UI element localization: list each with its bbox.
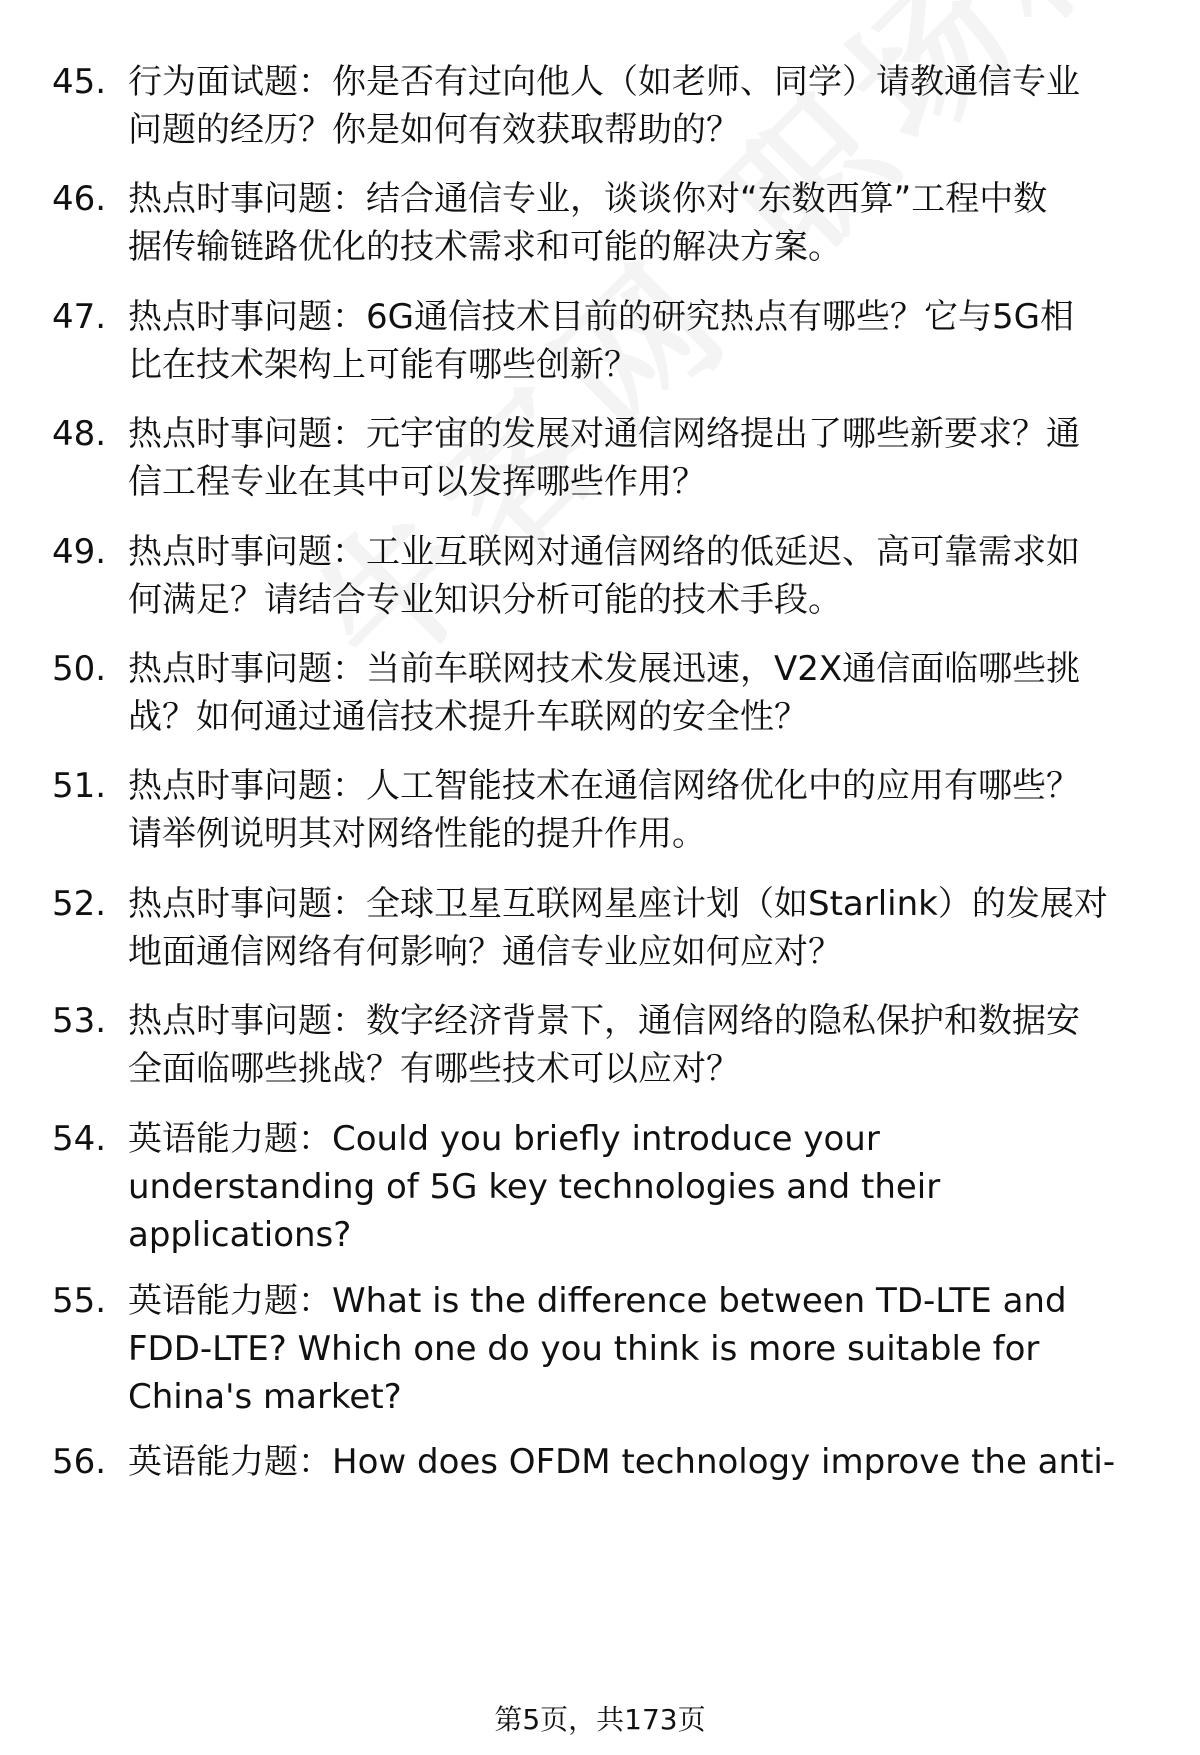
question-text [128,1277,1158,1421]
question-text-line: applications? [128,1215,352,1255]
question-number: 45. [52,62,107,102]
question-number: 56. [52,1442,107,1482]
question-text [128,1438,1158,1486]
question-text [128,175,1158,271]
question-text-line: 热点时事问题：6G通信技术目前的研究热点有哪些？它与5G相 [128,297,1074,337]
question-text [128,58,1158,154]
page-footer: 第5页，共173页 [494,1703,706,1736]
question-number: 51. [52,766,107,806]
question-text-line: 英语能力题：How does OFDM technology improve the anti- [128,1442,1116,1482]
question-number: 55. [52,1281,107,1321]
question-text-line: China's market? [128,1377,402,1417]
question-number: 52. [52,884,107,924]
question-text [128,997,1158,1093]
question-text-line: 热点时事问题：人工智能技术在通信网络优化中的应用有哪些？ [128,766,1080,806]
question-number: 46. [52,179,107,219]
question-number: 54. [52,1119,107,1159]
question-text-line: 据传输链路优化的技术需求和可能的解决方案。 [128,227,842,267]
question-number: 50. [52,649,107,689]
question-text-line: 热点时事问题：元宇宙的发展对通信网络提出了哪些新要求？通 [128,414,1080,454]
question-text-line: understanding of 5G key technologies and their [128,1167,941,1207]
question-text [128,410,1158,506]
question-number: 53. [52,1001,107,1041]
question-text-line: 热点时事问题：工业互联网对通信网络的低延迟、高可靠需求如 [128,532,1080,572]
question-text-line: FDD-LTE? Which one do you think is more suitable for [128,1329,1040,1369]
question-text-line: 热点时事问题：当前车联网技术发展迅速，V2X通信面临哪些挑 [128,649,1081,689]
question-text-line: 问题的经历？你是如何有效获取帮助的？ [128,110,740,150]
question-text-line: 比在技术架构上可能有哪些创新？ [128,345,638,385]
question-number: 47. [52,297,107,337]
question-text-line: 请举例说明其对网络性能的提升作用。 [128,814,706,854]
question-text [128,528,1158,624]
question-text-line: 热点时事问题：全球卫星互联网星座计划（如Starlink）的发展对 [128,884,1108,924]
question-text [128,880,1158,976]
question-text-line: 何满足？请结合专业知识分析可能的技术手段。 [128,580,842,620]
question-text-line: 战？如何通过通信技术提升车联网的安全性？ [128,697,808,737]
question-text [128,645,1158,741]
question-text-line: 热点时事问题：数字经济背景下，通信网络的隐私保护和数据安 [128,1001,1080,1041]
question-number: 49. [52,532,107,572]
question-text [128,762,1158,858]
question-text-line: 英语能力题：Could you briefly introduce your [128,1119,880,1159]
question-text-line: 行为面试题：你是否有过向他人（如老师、同学）请教通信专业 [128,62,1080,102]
question-text-line: 地面通信网络有何影响？通信专业应如何应对？ [128,932,842,972]
question-text [128,1115,1158,1259]
question-text [128,293,1158,389]
question-text-line: 热点时事问题：结合通信专业，谈谈你对“东数西算”工程中数 [128,179,1048,219]
question-text-line: 全面临哪些挑战？有哪些技术可以应对？ [128,1049,740,1089]
question-text-line: 信工程专业在其中可以发挥哪些作用？ [128,462,706,502]
question-text-line: 英语能力题：What is the difference between TD-LTE and [128,1281,1067,1321]
question-number: 48. [52,414,107,454]
